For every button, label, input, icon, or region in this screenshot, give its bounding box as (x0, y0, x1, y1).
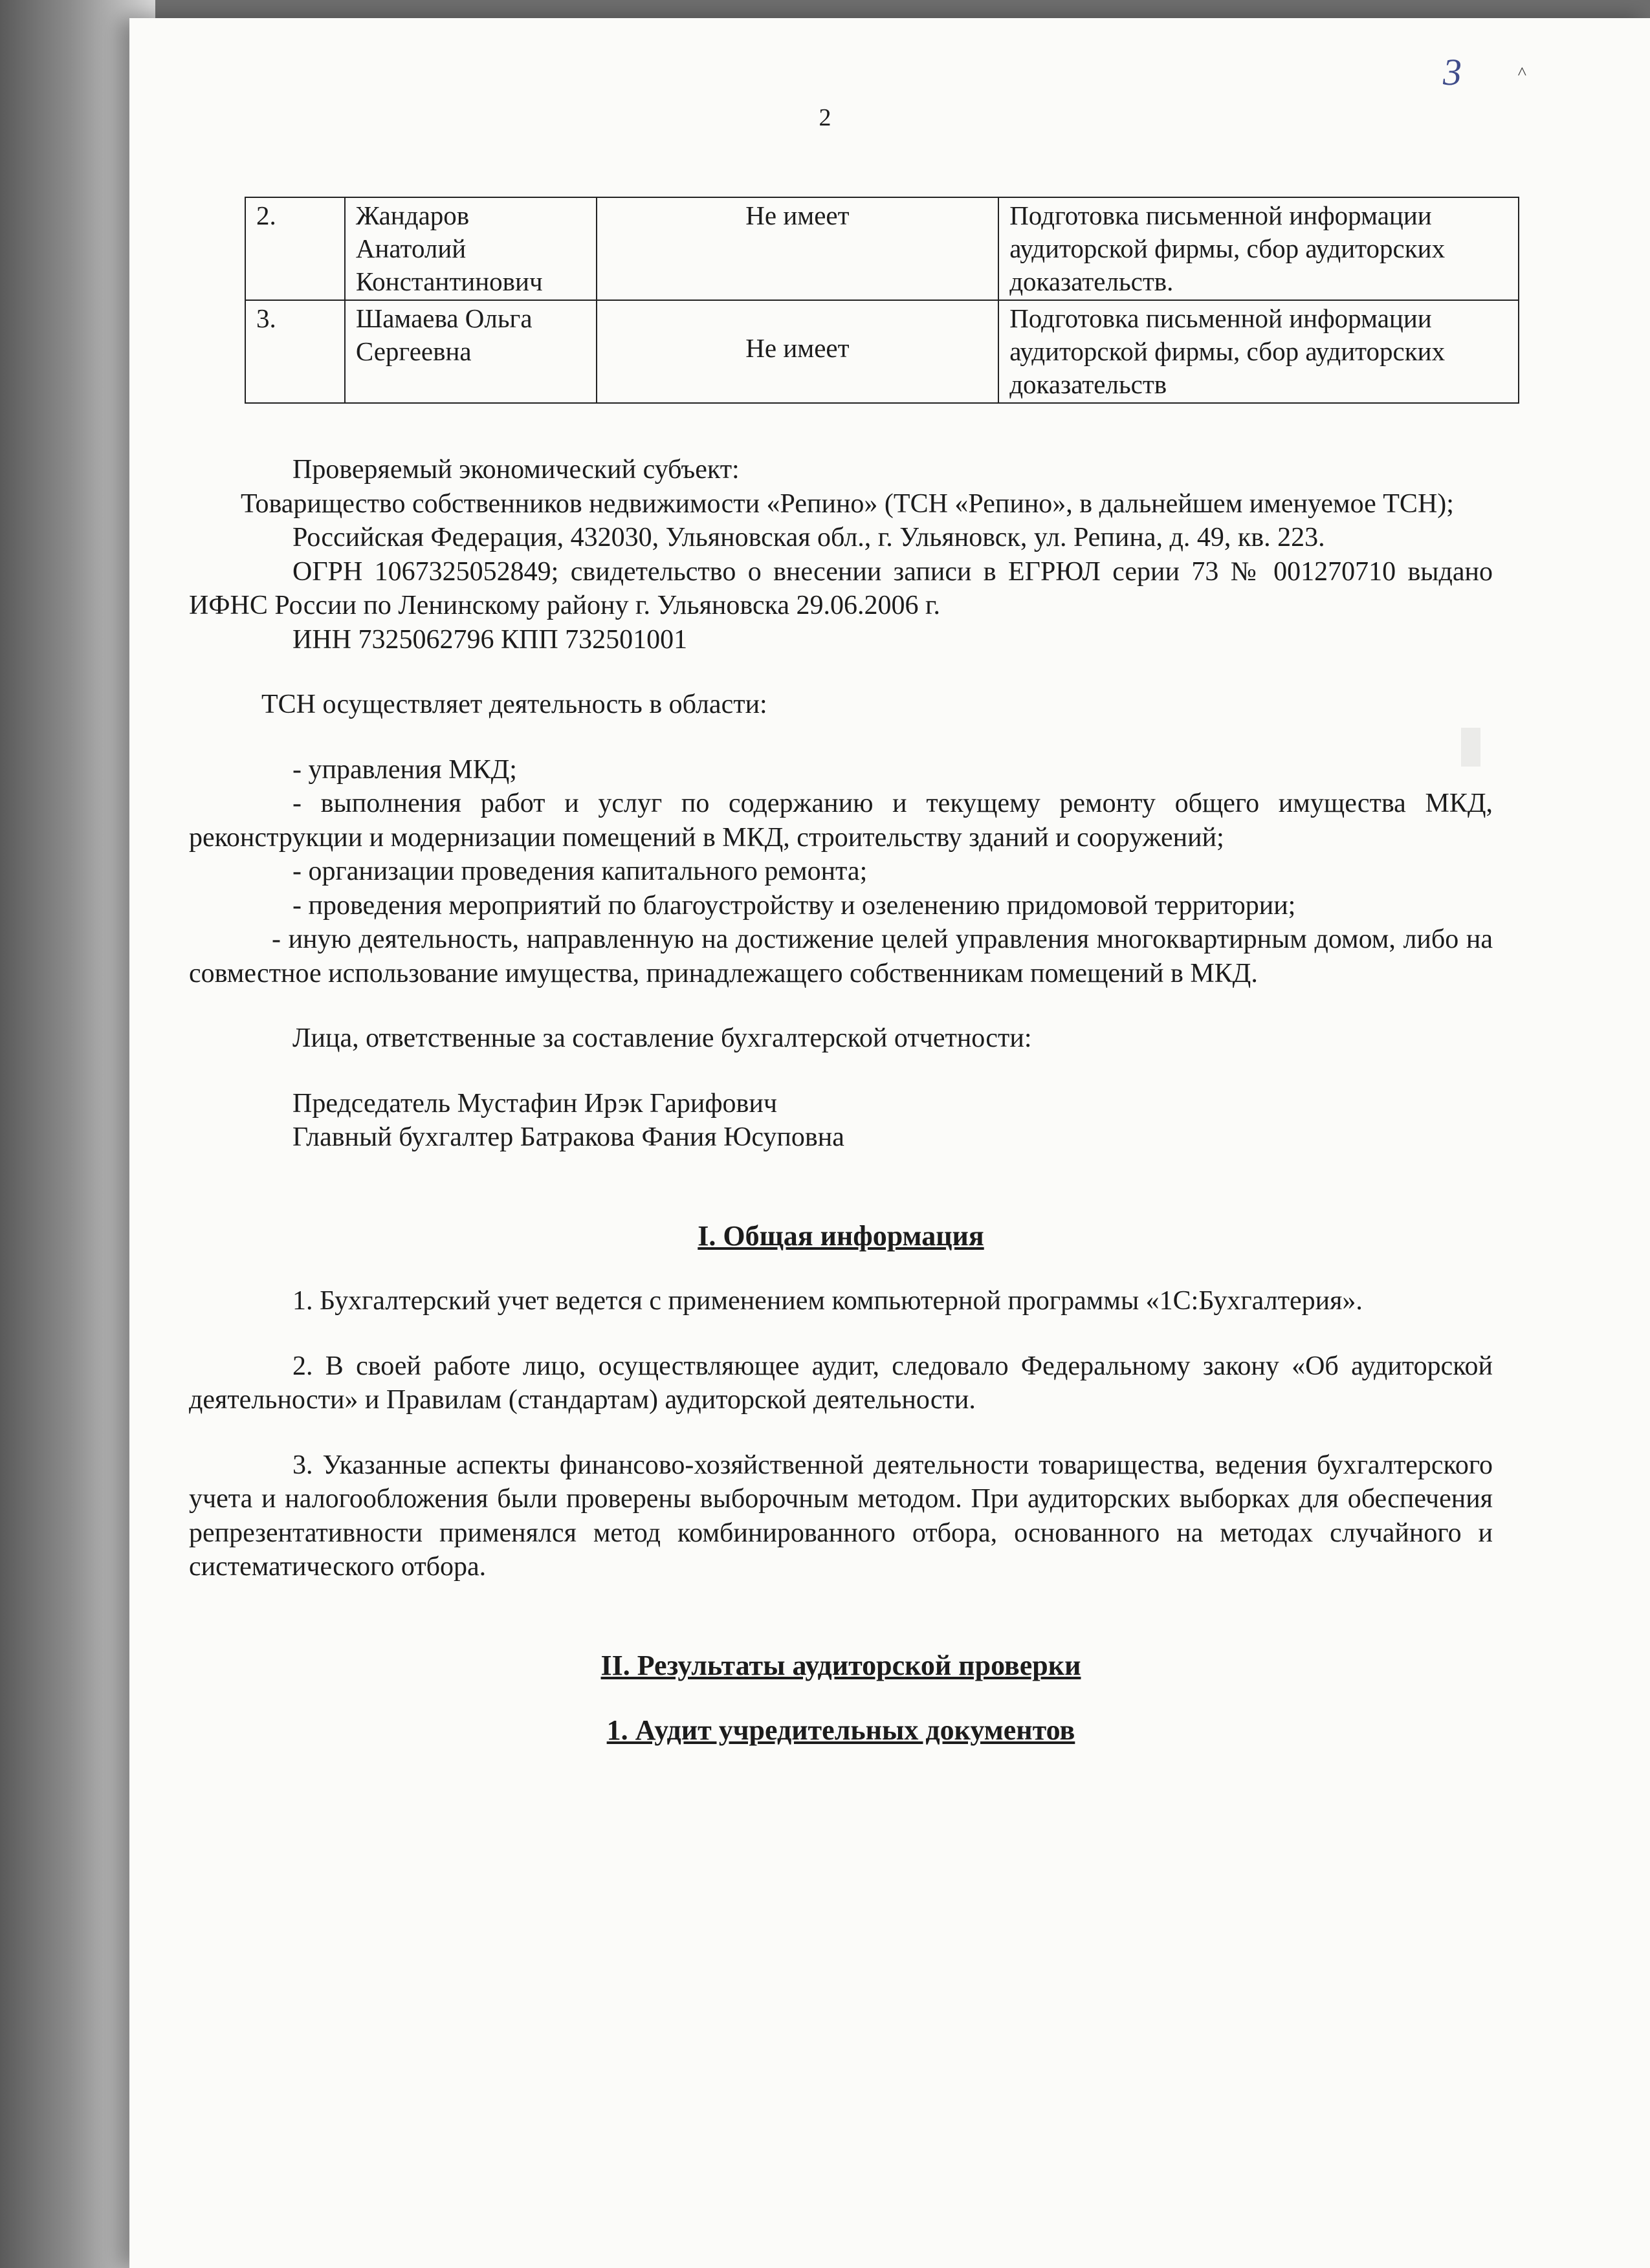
general-paragraph: 1. Бухгалтерский учет ведется с применением компьютерной программы «1С:Бухгалтерия». (292, 1286, 1363, 1316)
activity-item: - иную деятельность, направленную на достижение целей управления многоквартирным домом, либо на совместное использование имущества, принадлежащего собственникам помещений в МКД. (189, 924, 1493, 988)
entity-ogrn: ОГРН 1067325052849; свидетельство о внесении записи в ЕГРЮЛ серии 73 № 001270710 выдано ИФНС России по Ленинскому району г. Ульяновска 29.06.2006 г. (189, 556, 1493, 620)
entity-inn: ИНН 7325062796 КПП 732501001 (292, 624, 688, 655)
activity-item: - проведения мероприятий по благоустройству и озеленению придомовой территории; (292, 890, 1296, 921)
row-number: 2. (245, 197, 345, 300)
accountant-line: Главный бухгалтер Батракова Фания Юсуповна (292, 1122, 844, 1152)
auditor-table (245, 197, 1519, 404)
scan-artifact (1461, 728, 1480, 767)
entity-address: Российская Федерация, 432030, Ульяновская обл., г. Ульяновск, ул. Репина, д. 49, кв. 223. (292, 523, 1325, 552)
entity-name: Товарищество собственников недвижимости «Репино» (ТСН «Репино», в дальнейшем именуемое ТСН); (241, 488, 1454, 519)
activity-item: - выполнения работ и услуг по содержанию и текущему ремонту общего имущества МКД, реконструкции и модернизации помещений в МКД, строительству зданий и сооружений; (189, 789, 1493, 853)
row-number: 3. (245, 300, 345, 403)
table-row (245, 197, 1519, 300)
certificate-status: Не имеет (597, 197, 999, 300)
responsible-intro: Лица, ответственные за составление бухгалтерской отчетности: (292, 1023, 1032, 1053)
general-paragraph: 2. В своей работе лицо, осуществляющее аудит, следовало Федеральному закону «Об аудиторской деятельности» и Правилам (стандартам) аудиторской деятельности. (189, 1351, 1493, 1415)
section-heading-general: I. Общая информация (698, 1219, 984, 1252)
subsection-heading-founding-docs: 1. Аудит учредительных документов (606, 1714, 1075, 1746)
general-paragraph: 3. Указанные аспекты финансово-хозяйственной деятельности товарищества, ведения бухгалтерского учета и налогообложения были проверены выборочным методом. При аудиторских выборках для обеспечения репрезентативности применялся метод комбинированного отбора, основанного на методах случайного и систематического отбора. (189, 1450, 1493, 1582)
activities-intro: ТСН осуществляет деятельность в области: (261, 690, 767, 719)
activity-item: - управления МКД; (292, 754, 517, 785)
ink-dot: ˄ (1517, 62, 1527, 81)
entity-intro: Проверяемый экономический субъект: (292, 455, 740, 485)
table-row (245, 300, 1519, 403)
certificate-status: Не имеет (597, 300, 999, 403)
page-number: 2 (819, 104, 831, 131)
person-name: Жандаров Анатолий Константинович (345, 197, 597, 300)
activity-item: - организации проведения капитального ремонта; (292, 856, 868, 886)
chairman-line: Председатель Мустафин Ирэк Гарифович (292, 1088, 777, 1118)
person-duty: Подготовка письменной информации аудиторской фирмы, сбор аудиторских доказательств. (998, 197, 1519, 300)
document-body (189, 453, 1493, 1748)
handwritten-page-mark: 3 (1443, 51, 1462, 93)
section-heading-results: II. Результаты аудиторской проверки (600, 1649, 1081, 1681)
person-duty: Подготовка письменной информации аудиторской фирмы, сбор аудиторских доказательств (998, 300, 1519, 403)
person-name: Шамаева Ольга Сергеевна (345, 300, 597, 403)
